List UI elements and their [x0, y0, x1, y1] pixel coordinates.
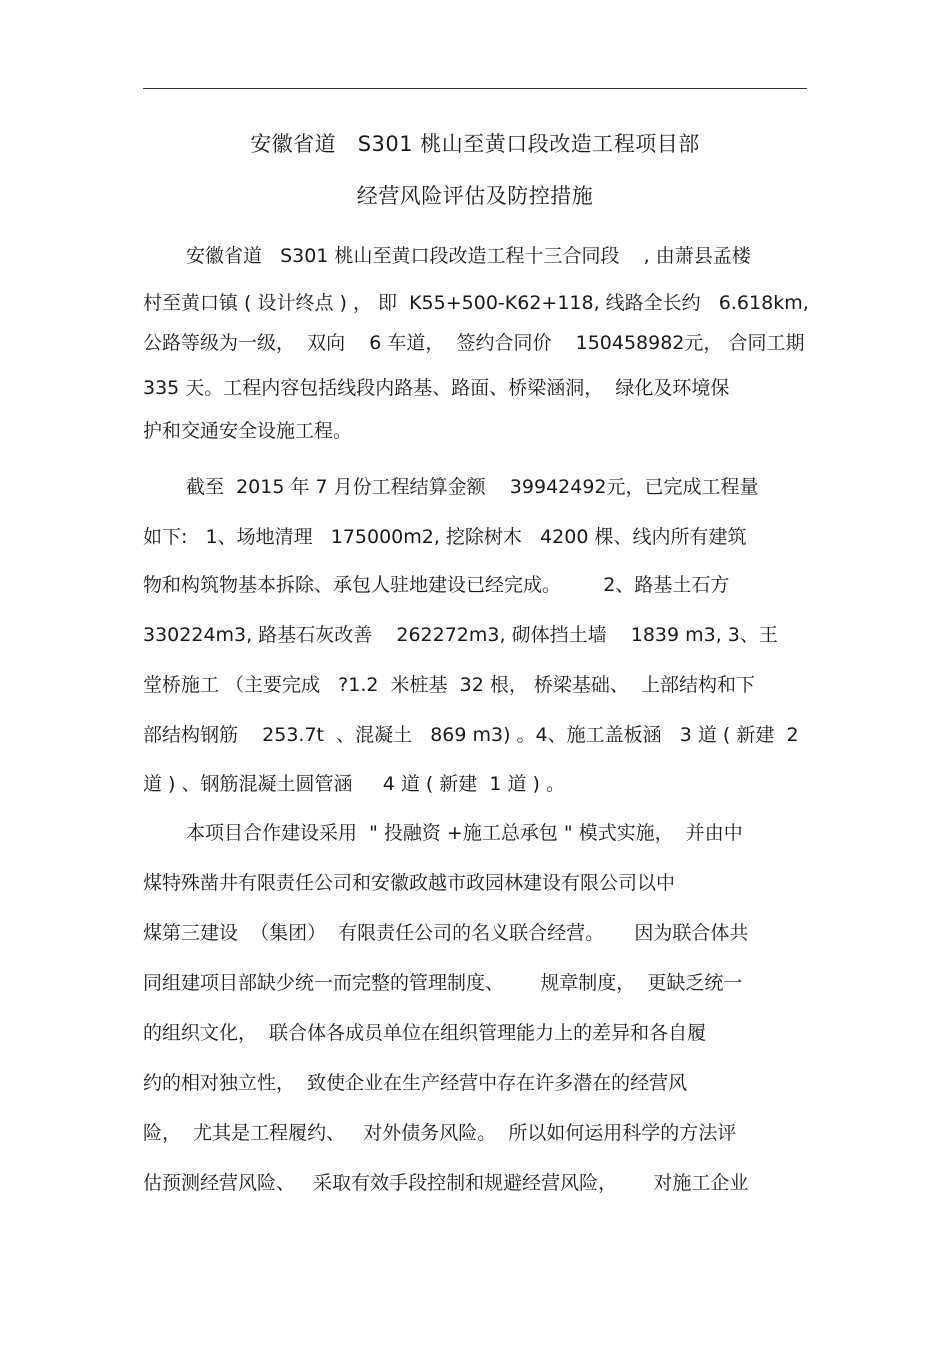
text-line: 道 ) 、钢筋混凝土圆管涵 4 道 ( 新建 1 道 ) 。 — [143, 773, 566, 795]
text-line: 安徽省道 S301 桃山至黄口段改造工程十三合同段 , 由萧县孟楼 — [186, 245, 751, 267]
text-line: 330224m3, 路基石灰改善 262272m3, 砌体挡土墙 1839 m3, 3、王 — [143, 624, 778, 646]
text-line: 的组织文化， 联合体各成员单位在组织管理能力上的差异和各自履 — [143, 1022, 707, 1044]
document-title-line-1: 安徽省道 S301 桃山至黄口段改造工程项目部 — [250, 132, 700, 156]
text-line: 物和构筑物基本拆除、承包人驻地建设已经完成。 2、路基土石方 — [143, 574, 730, 596]
text-line: 截至 2015 年 7 月份工程结算金额 39942492元，已完成工程量 — [186, 476, 759, 498]
text-line: 煤特殊凿井有限责任公司和安徽政越市政园林建设有限公司以中 — [143, 872, 676, 894]
text-line: 公路等级为一级， 双向 6 车道， 签约合同价 150458982元， 合同工期 — [143, 332, 805, 354]
text-line: 护和交通安全设施工程。 — [143, 420, 353, 442]
text-line: 险， 尤其是工程履约、 对外债务风险。 所以如何运用科学的方法评 — [143, 1122, 737, 1144]
text-line: 估预测经营风险、 采取有效手段控制和规避经营风险， 对施工企业 — [143, 1172, 749, 1194]
text-line: 煤第三建设 （集团） 有限责任公司的名义联合经营。 因为联合体共 — [143, 922, 749, 944]
text-line: 335 天。工程内容包括线段内路基、路面、桥梁涵洞， 绿化及环境保 — [143, 377, 730, 399]
text-line: 部结构钢筋 253.7t 、混凝土 869 m3) 。4、施工盖板涵 3 道 ( 新建 2 — [143, 724, 799, 746]
text-line: 堂桥施工 （主要完成 ?1.2 米桩基 32 根， 桥梁基础、 上部结构和下 — [143, 674, 755, 696]
text-line: 同组建项目部缺少统一而完整的管理制度、 规章制度， 更缺乏统一 — [143, 972, 743, 994]
text-line: 村至黄口镇 ( 设计终点 ) ， 即 K55+500-K62+118, 线路全长约 6.618km, — [143, 292, 809, 314]
text-line: 本项目合作建设采用 " 投融资 +施工总承包 " 模式实施， 并由中 — [186, 822, 743, 844]
header-rule — [143, 88, 807, 89]
text-line: 如下: 1、场地清理 175000m2, 挖除树木 4200 棵、线内所有建筑 — [143, 526, 747, 548]
document-title-line-2: 经营风险评估及防控措施 — [356, 184, 594, 208]
text-line: 约的相对独立性， 致使企业在生产经营中存在许多潜在的经营风 — [143, 1072, 688, 1094]
